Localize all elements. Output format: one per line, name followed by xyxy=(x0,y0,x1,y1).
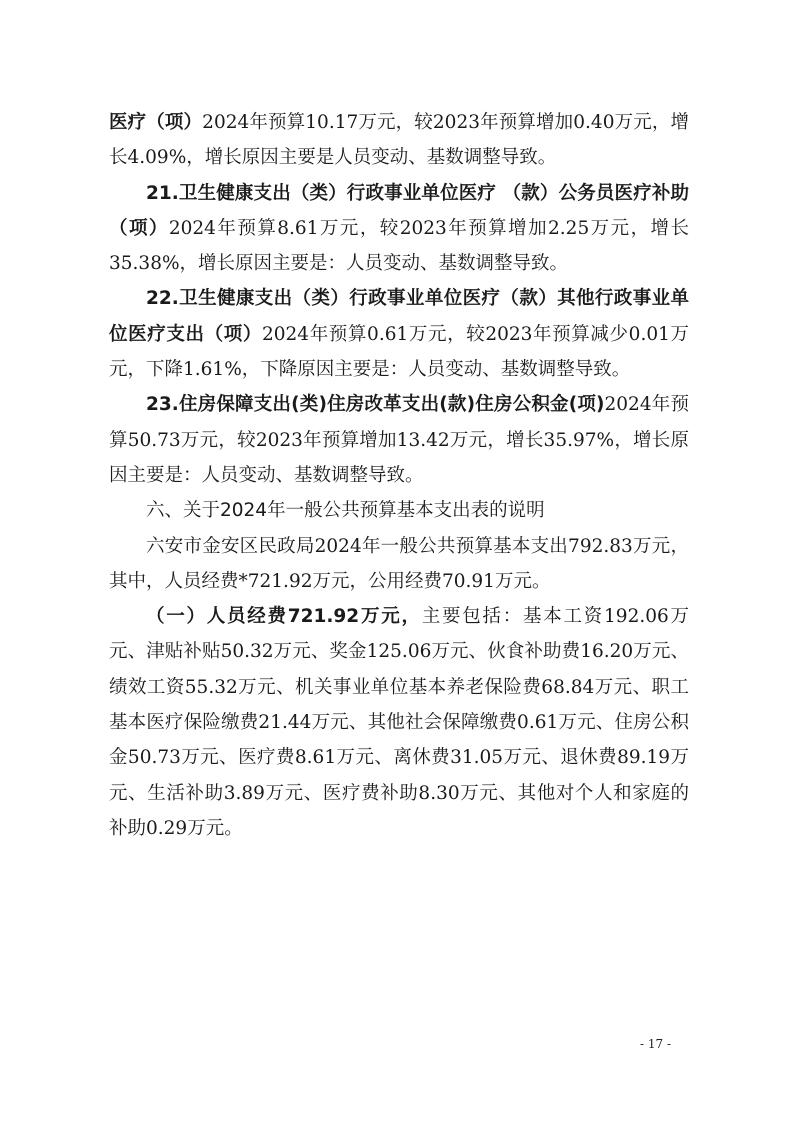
document-body xyxy=(109,105,689,846)
paragraph-lead: 22.卫生健康支出（类）行政事业单位医疗（款）其他行政事业单位医疗支出（项） xyxy=(109,288,689,345)
page-number: - 17 - xyxy=(640,1037,672,1051)
paragraph-lead: 21.卫生健康支出（类）行政事业单位医疗 （款）公务员医疗补助（项） xyxy=(109,182,689,239)
section-heading-six: 六、关于2024年一般公共预算基本支出表的说明 xyxy=(146,500,545,522)
paragraph-text: 主要包括：基本工资192.06万元、津贴补贴50.32万元、奖金125.06万元、伙食补助费16.20万元、绩效工资55.32万元、机关事业单位基本养老保险费68.84万元、职工基本医疗保险缴费21.44万元、其他社会保障缴费0.61万元、住房公积金50.73万元、医疗费8.61万元、离休费31.05万元、退休费89.19万元、生活补助3.89万元、医疗费补助8.30万元、其他对个人和家庭的补助0.29万元。 xyxy=(109,606,690,839)
paragraph-lead: （一）人员经费721.92万元， xyxy=(146,606,422,628)
paragraph-item-21 xyxy=(109,176,689,282)
paragraph-text: 2024年预算50.73万元，较2023年预算增加13.42万元，增长35.97%，增长原因主要是：人员变动、基数调整导致。 xyxy=(109,394,689,486)
paragraph-text: 2024年预算10.17万元，较2023年预算增加0.40万元，增长4.09%，增长原因主要是人员变动、基数调整导致。 xyxy=(109,112,689,169)
paragraph-lead: 医疗（项） xyxy=(109,112,203,133)
paragraph-lead: 23.住房保障支出(类)住房改革支出(款)住房公积金(项) xyxy=(146,394,605,416)
paragraph-medical-continuation xyxy=(109,105,689,176)
paragraph-personnel-expenses xyxy=(109,599,689,846)
paragraph-text: 六安市金安区民政局2024年一般公共预算基本支出792.83万元，其中，人员经费*721.92万元，公用经费70.91万元。 xyxy=(109,535,689,592)
paragraph-text: 2024年预算8.61万元，较2023年预算增加2.25万元，增长35.38%，增长原因主要是：人员变动、基数调整导致。 xyxy=(109,217,689,275)
paragraph-item-23 xyxy=(109,387,689,493)
paragraph-basic-expenditure xyxy=(109,529,689,600)
paragraph-text: 2024年预算0.61万元，较2023年预算减少0.01万元，下降1.61%，下降原因主要是：人员变动、基数调整导致。 xyxy=(109,323,689,381)
paragraph-item-22 xyxy=(109,281,689,387)
